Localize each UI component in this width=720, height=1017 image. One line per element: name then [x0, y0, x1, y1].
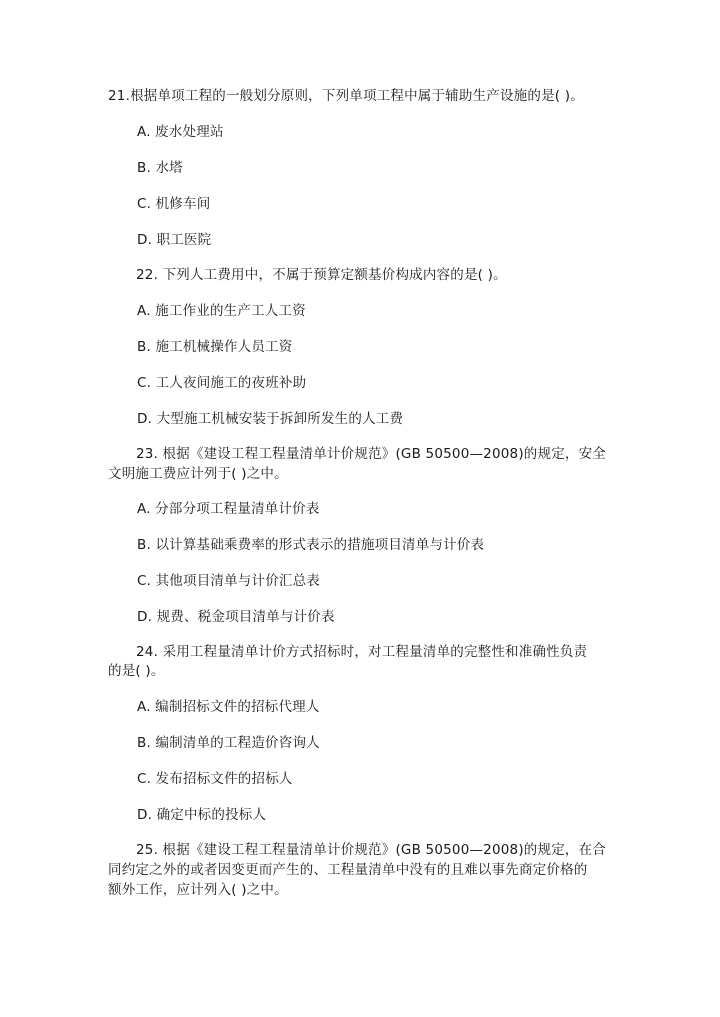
question-23-option-c: C. 其他项目清单与计价汇总表 [137, 573, 321, 589]
question-21-option-d: D. 职工医院 [137, 232, 212, 248]
question-23-stem-line-2: 文明施工费应计列于( )之中。 [108, 466, 288, 482]
question-24-option-b: B. 编制清单的工程造价咨询人 [137, 735, 320, 751]
question-23-option-b: B. 以计算基础乘费率的形式表示的措施项目清单与计价表 [137, 537, 485, 553]
question-21-option-b: B. 水塔 [137, 160, 183, 176]
question-24-option-c: C. 发布招标文件的招标人 [137, 771, 293, 787]
question-21-option-c: C. 机修车间 [137, 196, 211, 212]
question-23-stem-line-1: 23. 根据《建设工程工程量清单计价规范》(GB 50500—2008)的规定，安全 [136, 446, 607, 462]
question-25-stem-line-3: 额外工作，应计列入( )之中。 [108, 882, 288, 898]
question-23-option-a: A. 分部分项工程量清单计价表 [137, 501, 320, 517]
question-22-stem: 22. 下列人工费用中，不属于预算定额基价构成内容的是( )。 [136, 267, 507, 283]
question-22-option-b: B. 施工机械操作人员工资 [137, 339, 293, 355]
question-24-option-a: A. 编制招标文件的招标代理人 [137, 699, 320, 715]
question-25-stem-line-1: 25. 根据《建设工程工程量清单计价规范》(GB 50500—2008)的规定，在合 [136, 842, 607, 858]
question-24-option-d: D. 确定中标的投标人 [137, 807, 267, 823]
question-23-option-d: D. 规费、税金项目清单与计价表 [137, 609, 335, 625]
question-22-option-c: C. 工人夜间施工的夜班补助 [137, 375, 307, 391]
question-24-stem-line-2: 的是( )。 [108, 663, 165, 679]
question-25-stem-line-2: 同约定之外的或者因变更而产生的、工程量清单中没有的且难以事先商定价格的 [108, 862, 588, 878]
question-21-stem: 21.根据单项工程的一般划分原则，下列单项工程中属于辅助生产设施的是( )。 [108, 88, 584, 104]
question-24-stem-line-1: 24. 采用工程量清单计价方式招标时，对工程量清单的完整性和准确性负责 [136, 644, 588, 660]
question-22-option-a: A. 施工作业的生产工人工资 [137, 303, 306, 319]
question-21-option-a: A. 废水处理站 [137, 124, 224, 140]
question-22-option-d: D. 大型施工机械安装于拆卸所发生的人工费 [137, 411, 404, 427]
